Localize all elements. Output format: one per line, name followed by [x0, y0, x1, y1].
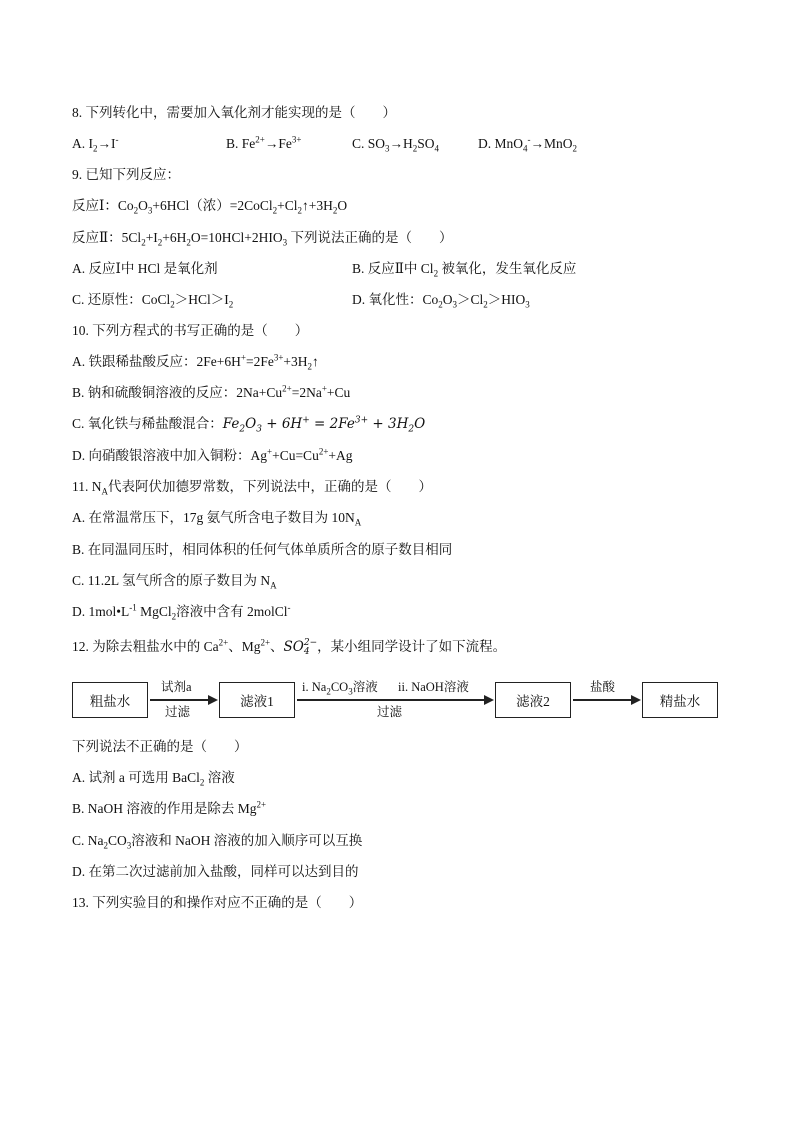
q8-option-c: C. $SO_3\to H_2SO_4$: [352, 136, 440, 154]
q8-option-a: A. $I_2\to I^-$: [72, 134, 119, 154]
q12-question: 下列说法不正确的是（ ）: [72, 739, 248, 754]
q10-option-c: C. 氧化铁与稀盐酸混合：$Fe_2O_3 + 6H^+ = 2Fe^{3+} + 3H_2O$: [72, 415, 426, 435]
sulfate-ion: SO 2− 4: [283, 637, 318, 657]
flow-box-refined-brine: 精盐水: [642, 682, 718, 718]
q12-stem: 12. 为除去粗盐水中的 $Ca^{2+}$、$Mg^{2+}$、SO 2− 4 ，某小组同学设计了如下流程。: [72, 637, 507, 657]
flow-label-naoh: ii. NaOH溶液: [398, 680, 469, 694]
q9-reaction-1: 反应Ⅰ：$Co_2O_3+6HCl$（浓）$=2CoCl_2+Cl_2↑+3H_2O$: [72, 198, 348, 216]
q10-option-b: B. 钠和硫酸铜溶液的反应：$2Na+Cu^{2+}=2Na^++Cu$: [72, 383, 351, 400]
flow-box-filtrate-1: 滤液1: [219, 682, 295, 718]
q11-option-d: D. $1mol•L^{-1}$ MgCl$_2$溶液中含有 2molCl-: [72, 602, 291, 622]
q9-option-a: A. 反应Ⅰ中 HCl 是氧化剂: [72, 261, 218, 276]
q11-option-c: C. 11.2L 氢气所含的原子数目为 $N_A$: [72, 573, 277, 591]
flow-box-filtrate-2: 滤液2: [495, 682, 571, 718]
flow-arrow-1: [150, 699, 218, 701]
flow-arrow-3: [573, 699, 641, 701]
q13-stem: 13. 下列实验目的和操作对应不正确的是（ ）: [72, 895, 363, 910]
flow-label-filter-1: 过滤: [165, 705, 191, 719]
q10-option-d: D. 向硝酸银溶液中加入铜粉：$Ag^++Cu=Cu^{2+}+Ag$: [72, 446, 353, 463]
q12-option-b: B. NaOH 溶液的作用是除去 $Mg^{2+}$: [72, 799, 267, 816]
q10-stem: 10. 下列方程式的书写正确的是（ ）: [72, 323, 309, 338]
q9-option-b: B. 反应Ⅱ中 $Cl_2$ 被氧化，发生氧化反应: [352, 261, 577, 279]
q12-option-c: C. $Na_2CO_3$溶液和 NaOH 溶液的加入顺序可以互换: [72, 833, 363, 851]
flow-arrow-2: [297, 699, 494, 701]
q10-option-a: A. 铁跟稀盐酸反应：$2Fe+6H^+=2Fe^{3+}+3H_2↑$: [72, 352, 319, 372]
q9-option-d: D. 氧化性：$Co_2O_3>Cl_2>HIO_3$: [352, 292, 530, 310]
q9-option-c: C. 还原性：$CoCl_2>HCl>I_2$: [72, 292, 234, 310]
q11-option-a: A. 在常温常压下，17g 氨气所含电子数目为 $10N_A$: [72, 510, 362, 528]
flow-box-crude-brine: 粗盐水: [72, 682, 148, 718]
q11-option-b: B. 在同温同压时，相同体积的任何气体单质所含的原子数目相同: [72, 542, 453, 557]
q9-stem: 9. 已知下列反应：: [72, 167, 180, 182]
q8-option-d: D. MnO$_4$-→MnO$_2$: [478, 134, 578, 154]
q8-option-b: B. $Fe^{2+}\to Fe^{3+}$: [226, 134, 302, 151]
q9-reaction-2: 反应Ⅱ：$5Cl_2+I_2+6H_2O=10HCl+2HIO_3$ 下列说法正确的是（ ）: [72, 230, 453, 248]
q8-stem: 8. 下列转化中，需要加入氧化剂才能实现的是（ ）: [72, 105, 396, 120]
q12-option-d: D. 在第二次过滤前加入盐酸，同样可以达到目的: [72, 864, 359, 879]
q12-option-a: A. 试剂 a 可选用 BaCl$_2$ 溶液: [72, 770, 235, 788]
flow-label-na2co3: i. $Na_2CO_3$溶液: [302, 680, 378, 697]
flow-label-reagent-a: 试剂a: [161, 680, 192, 694]
q11-stem: 11. $N_A$代表阿伏加德罗常数，下列说法中，正确的是（ ）: [72, 479, 432, 497]
q10-c-formula: $Fe_2O_3 + 6H^+ = 2Fe^{3+} + 3H_2O$: [222, 415, 426, 435]
flow-label-filter-2: 过滤: [377, 705, 403, 719]
flow-label-hcl: 盐酸: [590, 680, 616, 694]
